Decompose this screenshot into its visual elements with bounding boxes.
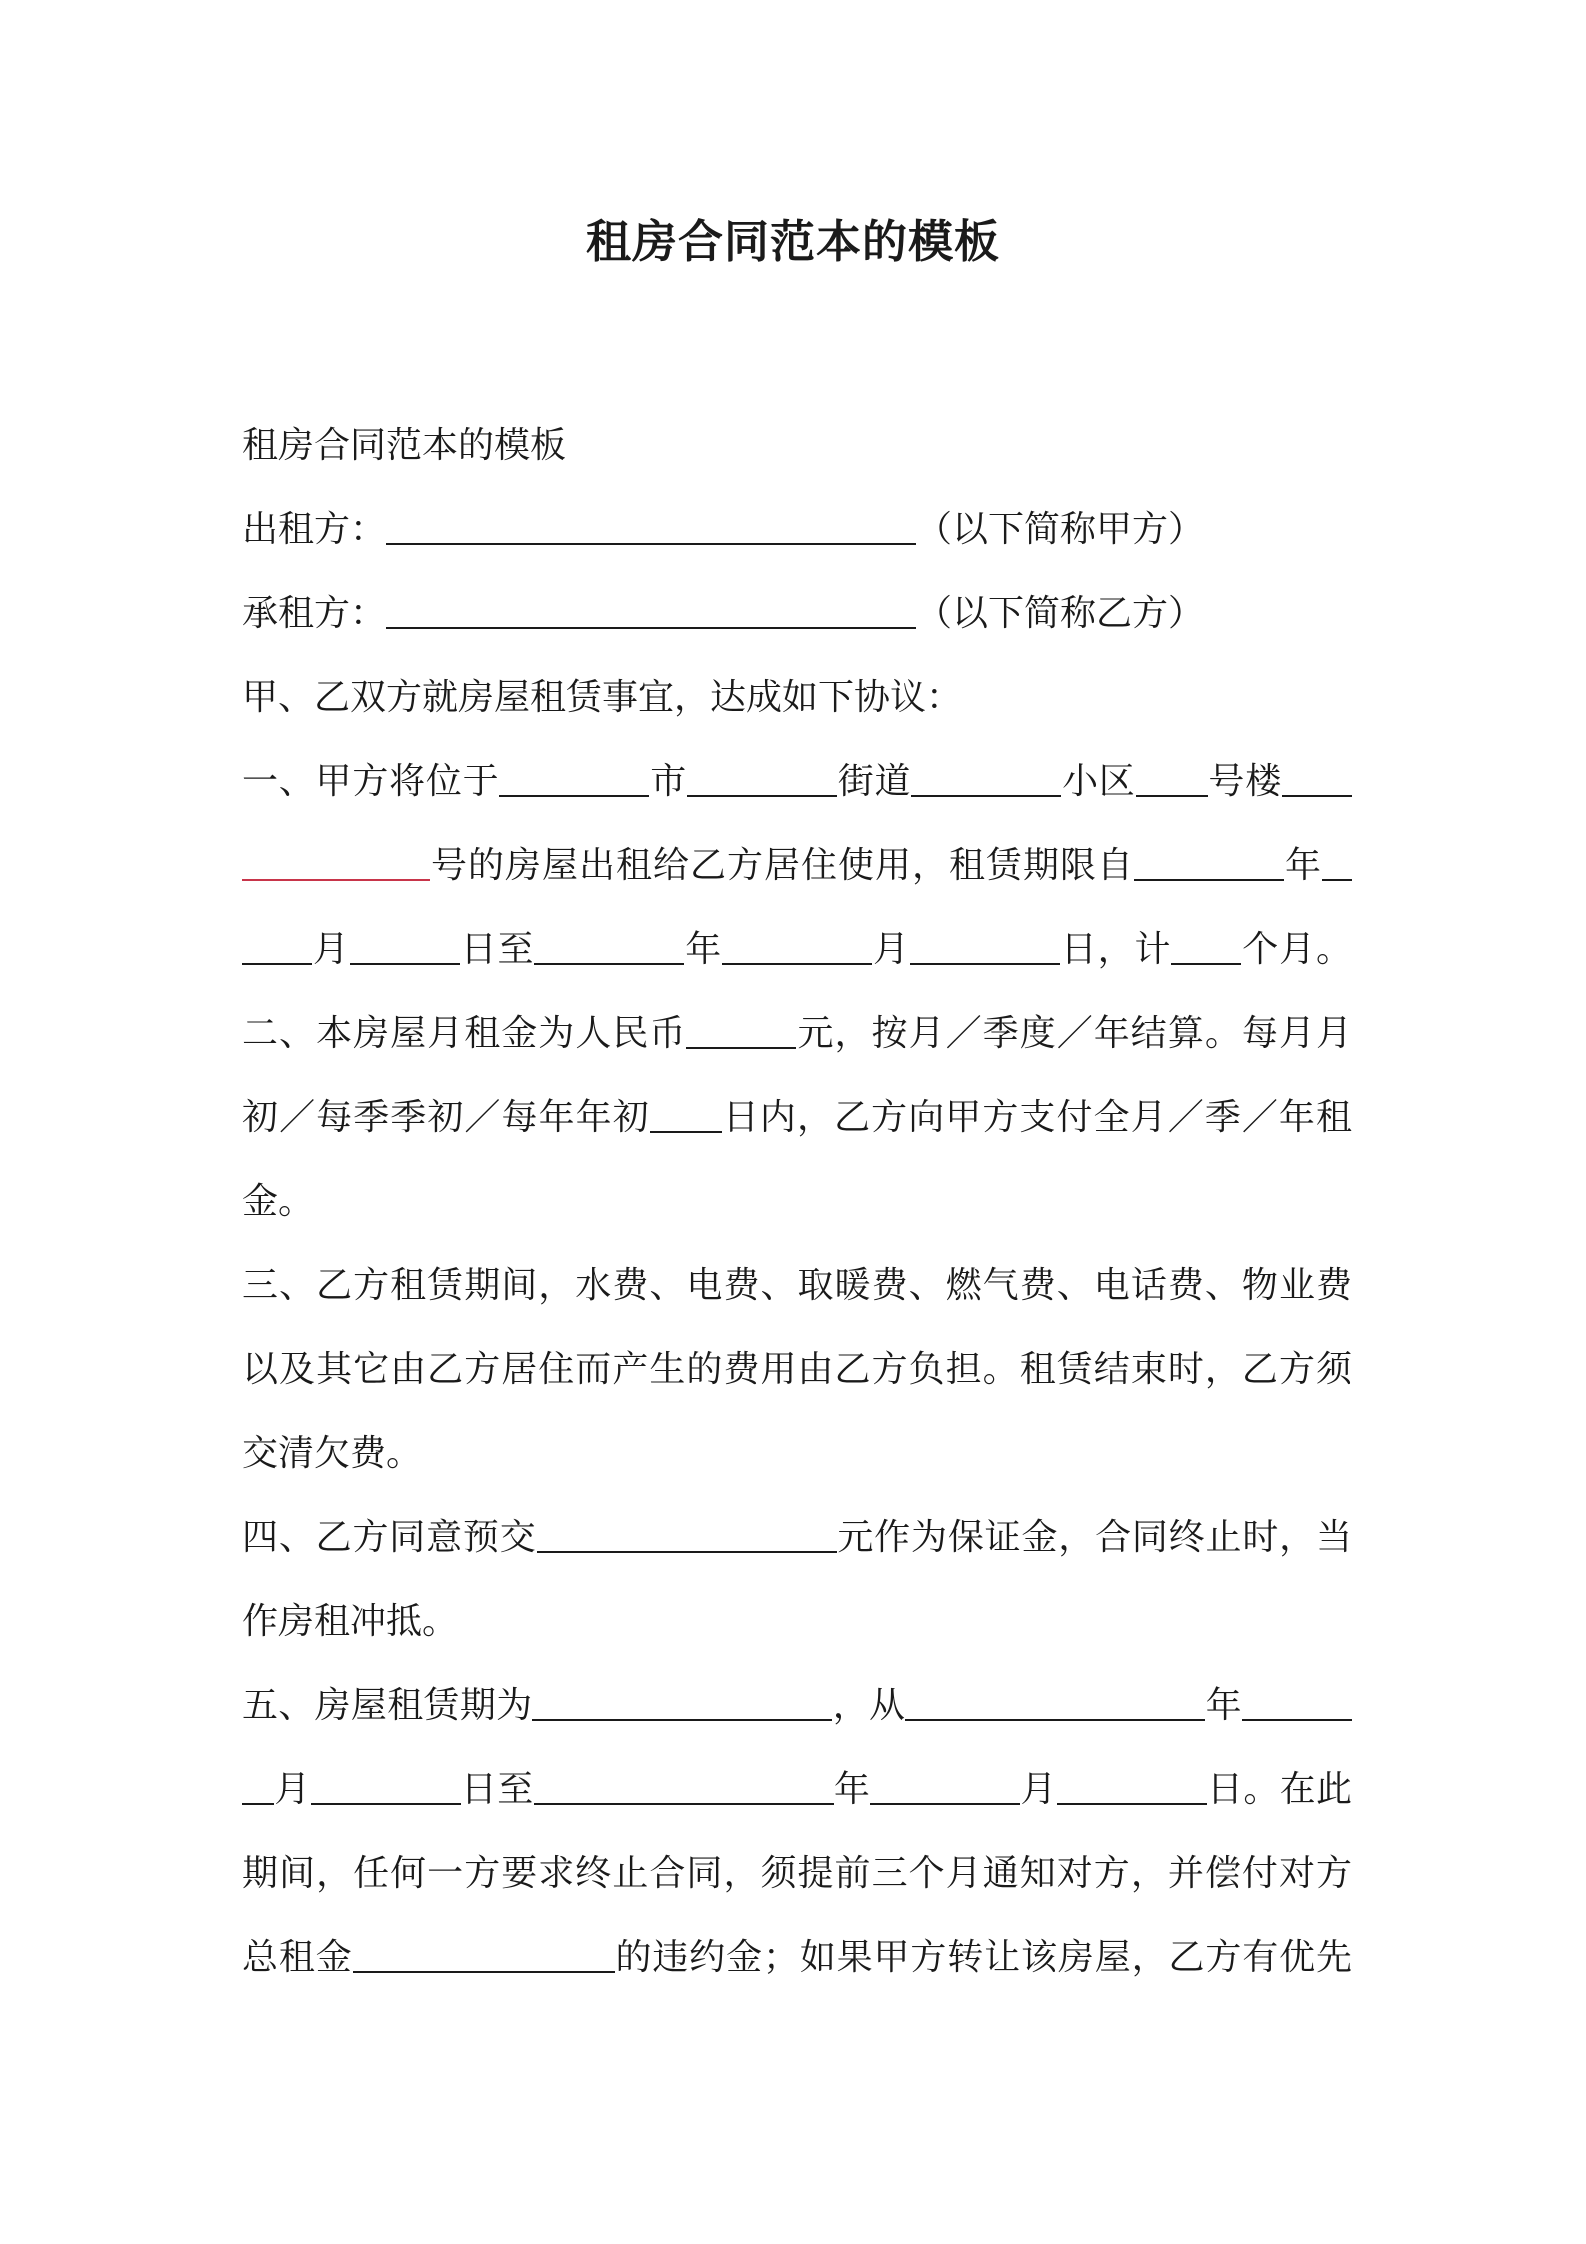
clause1-text: 号楼 [1207,761,1282,802]
clause1-text: 市 [649,761,687,802]
clause1-text: 号的房屋出租给乙方居住使用，租赁期限自 [430,845,1134,886]
clause5-text: 月 [1020,1769,1057,1810]
term-start-year-blank [905,1683,1205,1721]
term-start-day-blank [311,1767,461,1805]
lessee-line [242,572,1352,656]
clause5-text: 日。在此 [1206,1769,1352,1810]
lessee-label: 承租方： [242,593,387,634]
start-month-blank-b [242,927,312,965]
clause4-text: 四、乙方同意预交 [242,1517,537,1558]
clause3-line3: 交清欠费。 [242,1433,423,1474]
clause3-line2: 以及其它由乙方居住而产生的费用由乙方负担。租赁结束时，乙方须 [242,1349,1352,1390]
term-start-month-blank-b [242,1767,274,1805]
clause5-line4 [242,1916,1352,2000]
lessor-note: （以下简称甲方） [916,509,1205,550]
clause3-line1: 三、乙方租赁期间，水费、电费、取暖费、燃气费、电话费、物业费 [242,1265,1352,1306]
lessor-line [242,488,1352,572]
clause5-text: ，从 [832,1685,906,1726]
rent-amount-blank [686,1011,796,1049]
clause5-text: 年 [833,1769,871,1810]
lessee-name-blank [386,591,916,629]
clause4-text: 元作为保证金，合同终止时，当 [836,1517,1352,1558]
room-number-blank [242,843,430,881]
doc-subtitle: 租房合同范本的模板 [242,425,567,466]
community-blank [911,759,1061,797]
clause4-line1 [242,1496,1352,1580]
lessee-note: （以下简称乙方） [916,593,1205,634]
unit-blank [1282,759,1352,797]
clause5-line3: 期间，任何一方要求终止合同，须提前三个月通知对方，并偿付对方 [242,1853,1352,1894]
contract-body [242,404,1352,2000]
payment-day-blank [650,1095,722,1133]
clause1-text: 一、甲方将位于 [242,761,500,802]
city-blank [499,759,649,797]
end-year-blank [534,927,684,965]
start-day-blank [350,927,460,965]
lessor-label: 出租方： [242,509,387,550]
building-blank [1136,759,1208,797]
page-title: 租房合同范本的模板 [585,215,1000,268]
clause2-text: 初／每季季初／每年年初 [242,1097,650,1138]
term-start-month-blank-a [1242,1683,1352,1721]
start-year-blank [1134,843,1284,881]
clause1-text: 日，计 [1059,929,1172,970]
clause1-text: 小区 [1061,761,1136,802]
deposit-blank [537,1515,837,1553]
clause5-text: 五、房屋租赁期为 [242,1685,533,1726]
clause1-line1 [242,740,1352,824]
clause5-text: 月 [274,1769,311,1810]
clause5-line2 [242,1748,1352,1832]
clause1-text: 月 [312,929,350,970]
clause5-text: 日至 [460,1769,534,1810]
penalty-blank [353,1935,615,1973]
term-end-month-blank [870,1767,1020,1805]
clause1-text: 年 [684,929,723,970]
clause2-line1 [242,992,1352,1076]
clause2-line2 [242,1076,1352,1160]
clause1-text: 年 [1283,845,1322,886]
clause1-line2 [242,824,1352,908]
clause2-line3: 金。 [242,1181,315,1222]
end-month-blank [722,927,872,965]
clause2-text: 二、本房屋月租金为人民币 [242,1013,687,1054]
clause5-line1 [242,1664,1352,1748]
clause1-line3 [242,908,1352,992]
clause5-text: 年 [1205,1685,1242,1726]
lease-term-blank [532,1683,832,1721]
clause2-text: 元，按月／季度／年结算。每月月 [796,1013,1352,1054]
term-end-day-blank [1057,1767,1207,1805]
clause4-line2: 作房租冲抵。 [242,1601,459,1642]
clause1-text: 个月。 [1241,929,1352,970]
months-count-blank [1171,927,1241,965]
clause5-text: 的违约金；如果甲方转让该房屋，乙方有优先 [614,1937,1352,1978]
clause1-text: 街道 [836,761,912,802]
clause2-text: 日内，乙方向甲方支付全月／季／年租 [721,1097,1352,1138]
clause1-text: 日至 [459,929,535,970]
start-month-blank-a [1322,843,1352,881]
clause5-text: 总租金 [242,1937,353,1978]
end-day-blank [910,927,1060,965]
intro-line: 甲、乙双方就房屋租赁事宜，达成如下协议： [242,677,963,718]
clause1-text: 月 [872,929,910,970]
street-blank [687,759,837,797]
lessor-name-blank [386,507,916,545]
term-end-year-blank [534,1767,834,1805]
